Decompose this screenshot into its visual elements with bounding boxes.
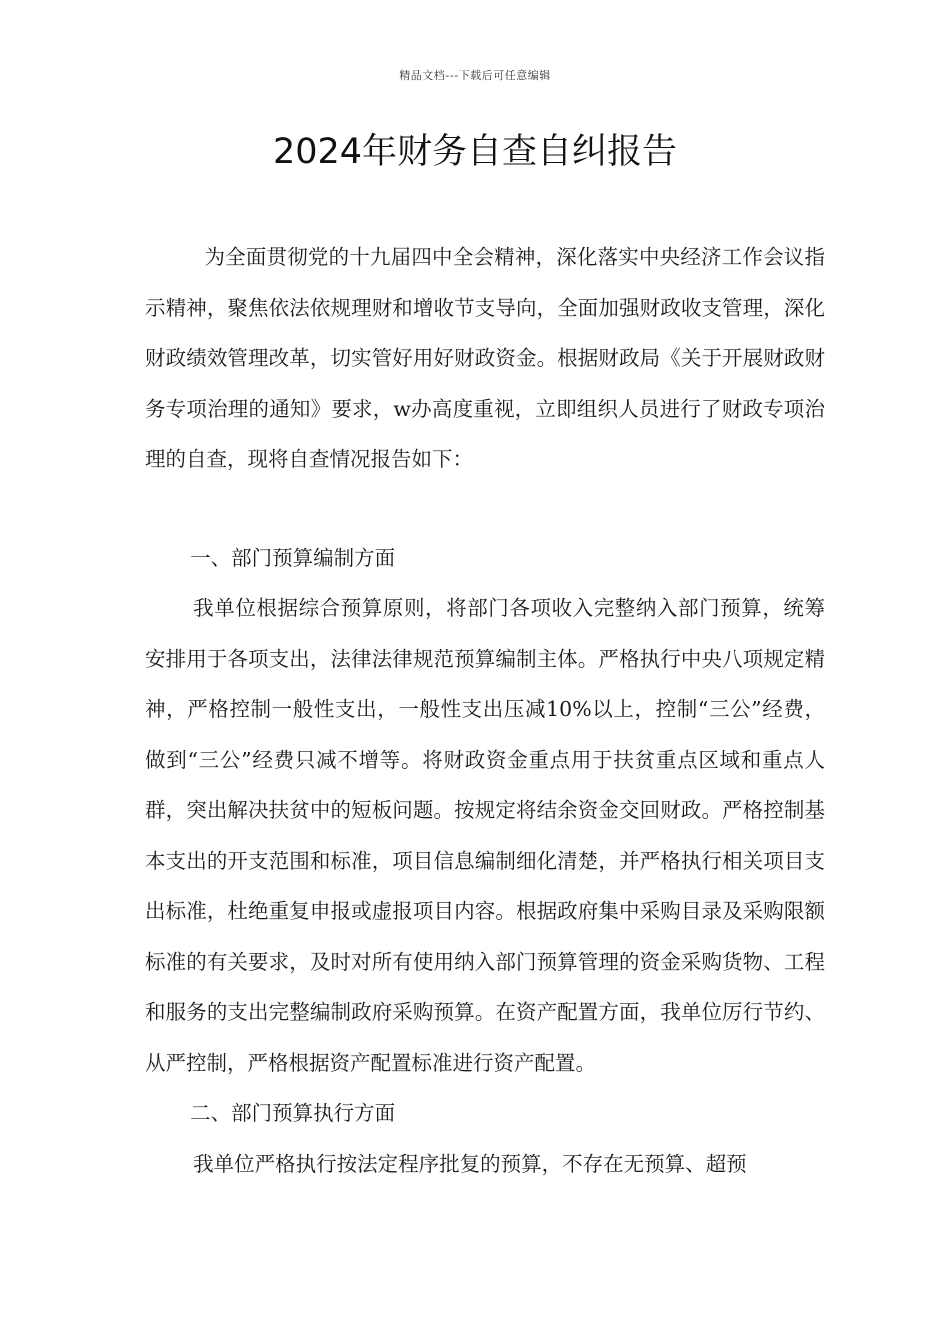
section-paragraph-2: 我单位严格执行按法定程序批复的预算，不存在无预算、超预 bbox=[193, 1151, 747, 1176]
section-gap bbox=[145, 485, 825, 533]
header-note: 精品文档---下载后可任意编辑 bbox=[399, 69, 551, 82]
section-paragraph-1: 我单位根据综合预算原则，将部门各项收入完整纳入部门预算，统筹安排用于各项支出，法律法律规范预算编制主体。严格执行中央八项规定精神，严格控制一般性支出，一般性支出压减10%以上，控制“三公”经费，做到“三公”经费只减不增等。将财政资金重点用于扶贫重点区域和重点人群，突出解决扶贫中的短板问题。按规定将结余资金交回财政。严格控制基本支出的开支范围和标准，项目信息编制细化清楚，并严格执行相关项目支出标准，杜绝重复申报或虚报项目内容。根据政府集中采购目录及采购限额标准的有关要求，及时对所有使用纳入部门预算管理的资金采购货物、工程和服务的支出完整编制政府采购预算。在资产配置方面，我单位厉行节约、从严控制，严格根据资产配置标准进行资产配置。 bbox=[145, 596, 825, 1075]
intro-paragraph: 为全面贯彻党的十九届四中全会精神，深化落实中央经济工作会议指示精神，聚焦依法依规理财和增收节支导向，全面加强财政收支管理，深化财政绩效管理改革，切实管好用好财政资金。根据财政局《关于开展财政财务专项治理的通知》要求，w办高度重视，立即组织人员进行了财政专项治理的自查，现将自查情况报告如下： bbox=[145, 245, 825, 471]
document-title: 2024年财务自查自纠报告 bbox=[272, 132, 678, 172]
document-body bbox=[145, 232, 825, 1189]
section-heading-2: 二、部门预算执行方面 bbox=[190, 1101, 396, 1125]
section-heading-1: 一、部门预算编制方面 bbox=[190, 545, 396, 570]
